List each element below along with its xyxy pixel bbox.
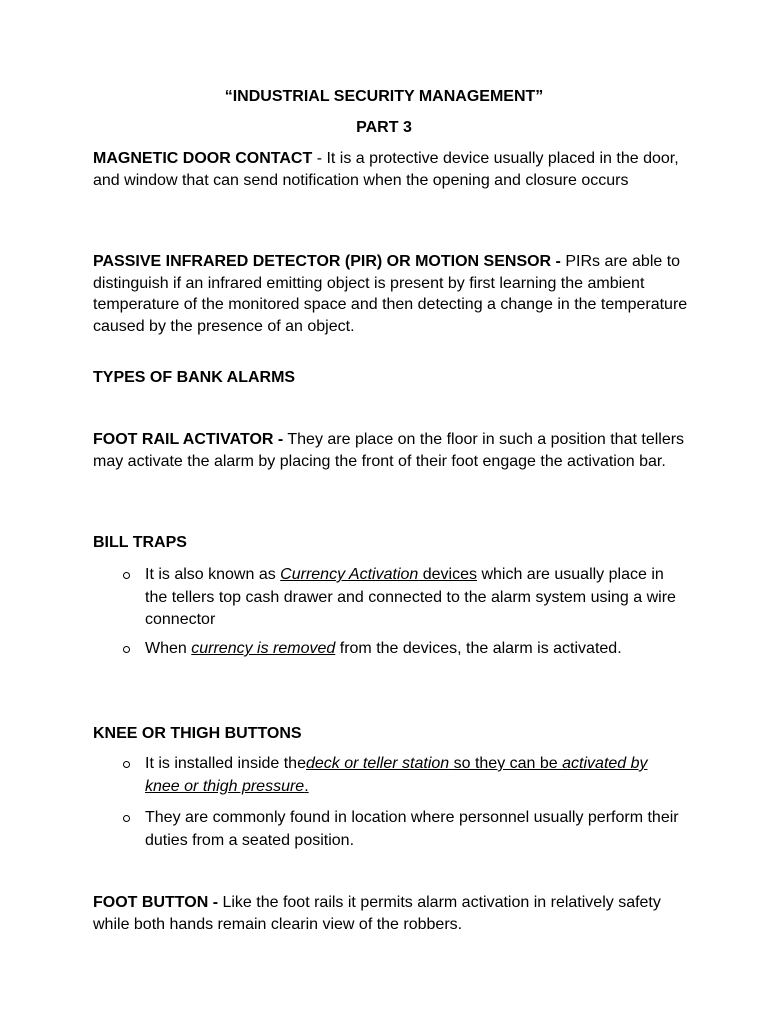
knee-thigh-heading: KNEE OR THIGH BUTTONS bbox=[93, 725, 302, 742]
bill-traps-b1-post: which are usually place in the tellers top cash drawer and connected to the alarm system using a wire connector bbox=[145, 566, 676, 628]
bullet-circle-icon bbox=[123, 572, 130, 579]
knee-bullet-1-text bbox=[145, 753, 685, 798]
bill-traps-b2-pre: When bbox=[145, 640, 192, 657]
bill-traps-heading: BILL TRAPS bbox=[93, 534, 187, 551]
bill-traps-bullet-1-text bbox=[145, 564, 685, 632]
bill-traps-b1-pre: It is also known as bbox=[145, 566, 281, 583]
document-title: “INDUSTRIAL SECURITY MANAGEMENT” bbox=[224, 88, 544, 105]
bill-traps-bullet-2-text bbox=[145, 638, 685, 661]
pir-text: PIRs are able to distinguish if an infrared emitting object is present by first learning the ambient temperature of the monitored space and then detecting a change in the temperature caused by the presence of an object. bbox=[93, 253, 688, 335]
bullet-circle-icon bbox=[123, 815, 130, 822]
knee-b1-em2: activated by knee or thigh pressure bbox=[145, 755, 648, 795]
magnetic-door-contact-paragraph bbox=[93, 148, 693, 191]
pir-term: PASSIVE INFRARED DETECTOR (PIR) OR MOTION SENSOR - bbox=[93, 253, 561, 270]
knee-b1-em: deck or teller station bbox=[305, 755, 450, 772]
foot-button-paragraph bbox=[93, 892, 693, 935]
magnetic-door-contact-term: MAGNETIC DOOR CONTACT bbox=[93, 150, 313, 167]
pir-paragraph bbox=[93, 251, 693, 337]
bill-traps-b1-em: Currency Activation bbox=[280, 566, 419, 583]
knee-b1-post: . bbox=[304, 777, 309, 795]
document-part: PART 3 bbox=[356, 119, 412, 136]
foot-rail-text: They are place on the floor in such a position that tellers may activate the alarm by placing the front of their foot engage the activation bar. bbox=[93, 431, 685, 470]
bank-alarms-heading: TYPES OF BANK ALARMS bbox=[93, 369, 296, 386]
foot-button-text: Like the foot rails it permits alarm activation in relatively safety while both hands remain clearin view of the robbers. bbox=[93, 894, 661, 933]
magnetic-door-contact-text: It is a protective device usually placed in the door, and window that can send notification when the opening and closure occurs bbox=[93, 150, 679, 189]
bill-traps-b2-post: from the devices, the alarm is activated. bbox=[335, 640, 622, 657]
knee-b1-mid: so they can be bbox=[449, 755, 563, 772]
knee-bullet-2-text: They are commonly found in location where personnel usually perform their duties from a seated position. bbox=[145, 809, 679, 849]
foot-rail-term: FOOT RAIL ACTIVATOR - bbox=[93, 431, 284, 448]
bullet-circle-icon bbox=[123, 761, 130, 768]
bullet-circle-icon bbox=[123, 646, 130, 653]
magnetic-door-contact-separator: - bbox=[312, 150, 327, 167]
foot-rail-paragraph bbox=[93, 429, 693, 472]
bill-traps-b1-ul: devices bbox=[418, 566, 477, 583]
bill-traps-b2-em: currency is removed bbox=[191, 640, 336, 657]
knee-b1-pre: It is installed inside the bbox=[145, 755, 306, 772]
foot-button-term: FOOT BUTTON - bbox=[93, 894, 219, 911]
